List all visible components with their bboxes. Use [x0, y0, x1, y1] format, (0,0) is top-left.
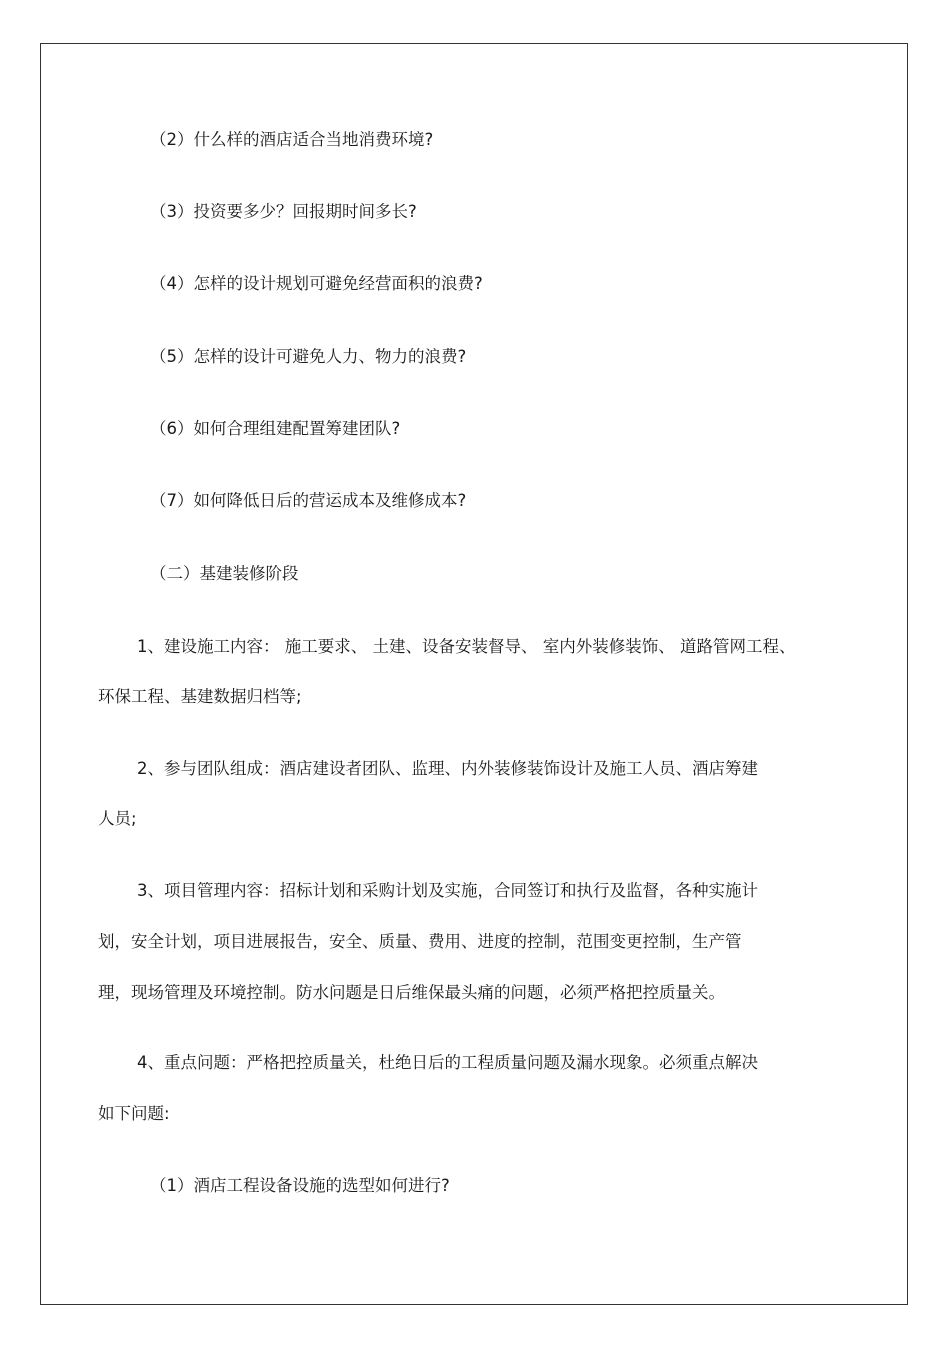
paragraph-3-line-1: 3、项目管理内容：招标计划和采购计划及实施，合同签订和执行及监督，各种实施计	[137, 881, 758, 900]
section-heading: （二）基建装修阶段	[150, 564, 299, 583]
question-7: （7）如何降低日后的营运成本及维修成本?	[150, 491, 467, 510]
paragraph-1-line-2: 环保工程、基建数据归档等;	[98, 687, 302, 706]
question-4: （4）怎样的设计规划可避免经营面积的浪费?	[150, 274, 483, 293]
paragraph-4-line-2: 如下问题:	[98, 1104, 170, 1123]
page-border	[40, 43, 908, 1305]
question-b1: （1）酒店工程设备设施的选型如何进行?	[150, 1176, 450, 1195]
paragraph-3-line-2: 划，安全计划，项目进展报告，安全、质量、费用、进度的控制，范围变更控制，生产管	[98, 932, 742, 951]
paragraph-2-line-2: 人员;	[98, 809, 137, 828]
paragraph-1-line-1: 1、建设施工内容： 施工要求、 土建、设备安装督导、 室内外装修装饰、 道路管网工程、	[137, 637, 796, 656]
question-3: （3）投资要多少？回报期时间多长?	[150, 202, 417, 221]
question-2: （2）什么样的酒店适合当地消费环境?	[150, 130, 434, 149]
question-5: （5）怎样的设计可避免人力、物力的浪费?	[150, 347, 467, 366]
question-6: （6）如何合理组建配置筹建团队?	[150, 419, 401, 438]
paragraph-3-line-3: 理，现场管理及环境控制。防水问题是日后维保最头痛的问题，必须严格把控质量关。	[98, 983, 725, 1002]
paragraph-2-line-1: 2、参与团队组成：酒店建设者团队、监理、内外装修装饰设计及施工人员、酒店筹建	[137, 759, 758, 778]
paragraph-4-line-1: 4、重点问题：严格把控质量关，杜绝日后的工程质量问题及漏水现象。必须重点解决	[137, 1053, 758, 1072]
